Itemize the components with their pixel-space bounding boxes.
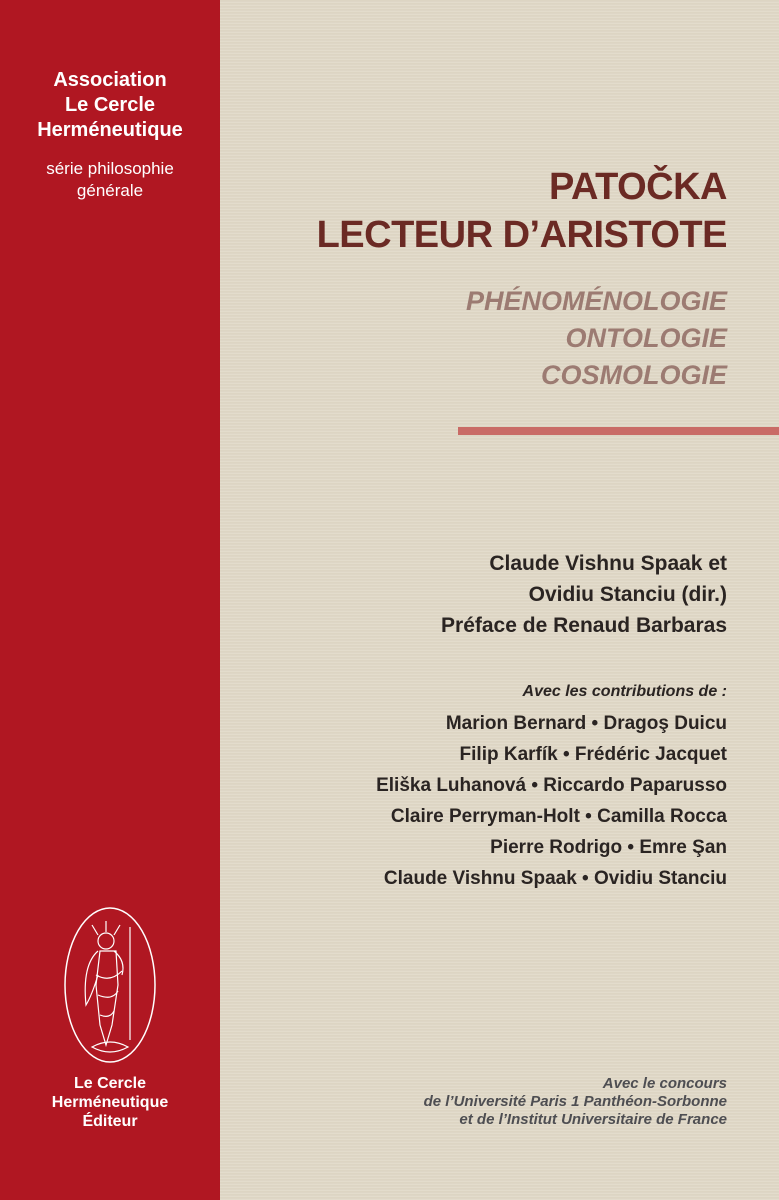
cover-main-area — [220, 0, 779, 1200]
title-line: LECTEUR D’ARISTOTE — [316, 214, 727, 256]
red-side-band — [0, 0, 220, 1200]
sponsorship-note — [424, 1075, 727, 1129]
series-line: générale — [76, 181, 144, 200]
series-name — [0, 158, 220, 202]
editors — [441, 548, 727, 641]
publisher-name — [0, 1074, 220, 1131]
subtitle-line: COSMOLOGIE — [540, 360, 727, 390]
angel-seal-icon — [62, 905, 158, 1065]
publisher-line: Herméneutique — [51, 1094, 169, 1111]
book-title — [317, 163, 727, 259]
subtitle-line: ONTOLOGIE — [565, 323, 727, 353]
association-line: Association — [53, 69, 167, 91]
sponsorship-line: et de l’Institut Universitaire de France — [459, 1111, 727, 1128]
book-subtitle — [466, 283, 727, 394]
contributor-line: Claire Perryman-Holt • Camilla Rocca — [390, 806, 727, 827]
editor-line: Claude Vishnu Spaak et — [489, 552, 727, 575]
editor-line: Ovidiu Stanciu (dir.) — [528, 583, 727, 606]
contributions-label: Avec les contributions de : — [522, 683, 727, 700]
sponsorship-line: de l’Université Paris 1 Panthéon-Sorbonne — [423, 1093, 727, 1110]
contributor-line: Pierre Rodrigo • Emre Şan — [490, 837, 727, 858]
contributor-line: Marion Bernard • Dragoş Duicu — [445, 713, 727, 734]
contributor-line: Filip Karfík • Frédéric Jacquet — [459, 744, 727, 765]
publisher-line: Le Cercle — [73, 1075, 147, 1092]
subtitle-line: PHÉNOMÉNOLOGIE — [465, 286, 727, 316]
title-line: PATOČKA — [548, 166, 727, 208]
contributor-line: Claude Vishnu Spaak • Ovidiu Stanciu — [383, 868, 727, 889]
preface-line: Préface de Renaud Barbaras — [441, 614, 727, 637]
association-line: Herméneutique — [37, 119, 183, 141]
contributors-list — [376, 708, 727, 894]
divider-rule — [458, 427, 779, 435]
association-name — [0, 68, 220, 143]
association-line: Le Cercle — [64, 94, 156, 116]
contributor-line: Eliška Luhanová • Riccardo Paparusso — [376, 775, 727, 796]
publisher-line: Éditeur — [82, 1113, 138, 1130]
series-line: série philosophie — [46, 159, 174, 178]
sponsorship-line: Avec le concours — [602, 1075, 727, 1092]
